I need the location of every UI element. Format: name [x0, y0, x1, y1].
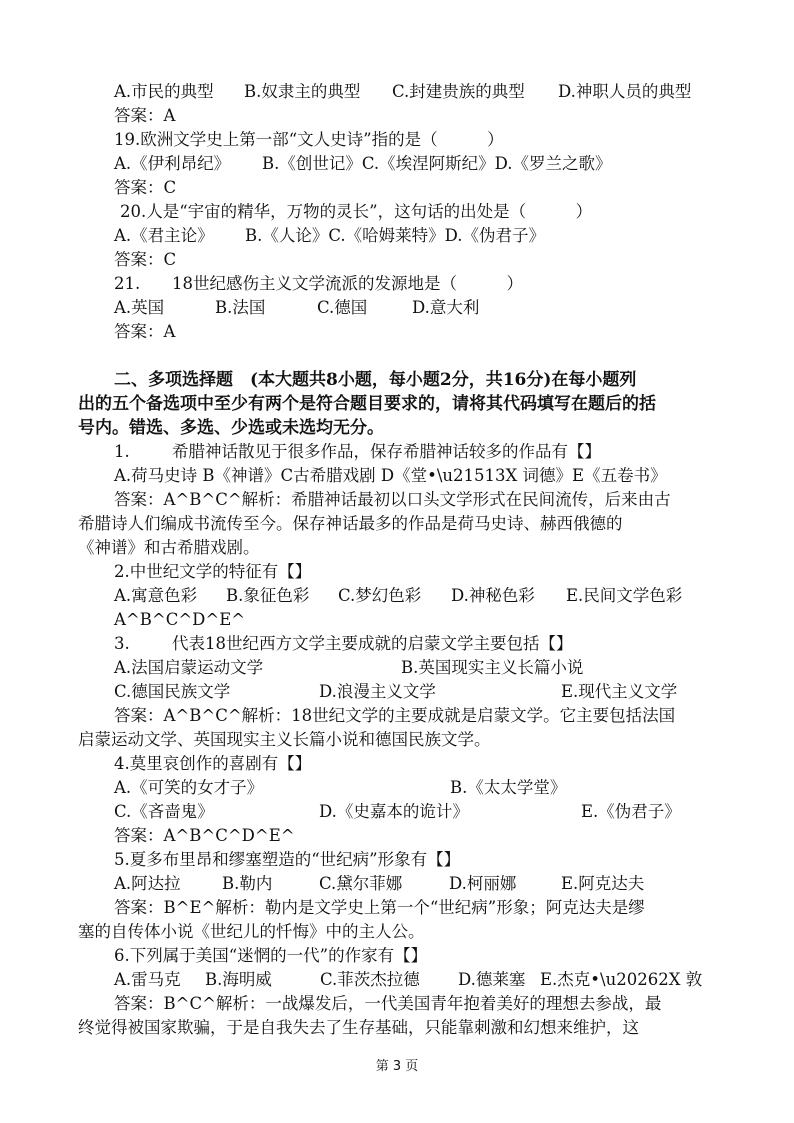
text-segment: 答案：A^B^C^D^E^ — [114, 826, 295, 845]
text-segment: D.神职人员的典型 — [558, 82, 692, 101]
text-segment: 答案：A — [114, 106, 176, 125]
text-segment: 答案：A — [114, 322, 176, 341]
text-line — [0, 823, 794, 849]
text-segment: 答案：C — [114, 250, 177, 269]
text-segment: 1. — [114, 442, 130, 461]
text-line — [0, 415, 794, 441]
text-segment: B.奴隶主的典型 — [244, 82, 361, 101]
text-segment: A.寓意色彩 — [114, 586, 198, 605]
text-segment: A.法国启蒙运动文学 — [114, 658, 264, 677]
text-segment: 希腊神话散见于很多作品，保存希腊神话较多的作品有【】 — [172, 442, 601, 461]
text-segment: B.法国 — [215, 298, 266, 317]
text-segment: 19.欧洲文学史上第一部“文人史诗”指的是（ ） — [114, 130, 504, 149]
text-line — [0, 367, 794, 393]
text-line — [0, 1015, 794, 1041]
text-segment: D.意大利 — [412, 298, 480, 317]
text-line — [0, 559, 794, 585]
text-line — [0, 487, 794, 513]
text-line — [0, 79, 794, 105]
text-segment: 答案：B^C^解析：一战爆发后，一代美国青年抱着美好的理想去参战，最 — [114, 994, 662, 1013]
text-segment: 希腊诗人们编成书流传至今。保存神话最多的作品是荷马史诗、赫西俄德的 — [78, 514, 623, 533]
text-segment: C.菲茨杰拉德 — [320, 970, 420, 989]
text-line — [0, 847, 794, 873]
text-segment: D.《史嘉本的诡计》 — [319, 802, 469, 821]
text-segment: D.德莱塞 — [458, 970, 526, 989]
text-line — [0, 391, 794, 417]
text-line — [0, 199, 794, 225]
text-line — [0, 223, 794, 249]
text-segment: D.柯丽娜 — [449, 874, 517, 893]
text-line — [0, 535, 794, 561]
text-segment: 出的五个备选项中至少有两个是符合题目要求的，请将其代码填写在题后的括 — [78, 394, 656, 414]
text-segment: A^B^C^D^E^ — [114, 610, 246, 629]
text-segment: 答案：A^B^C^解析：希腊神话最初以口头文学形式在民间流传，后来由古 — [114, 490, 671, 509]
text-segment: D.浪漫主义文学 — [319, 682, 436, 701]
text-segment: B.象征色彩 — [226, 586, 310, 605]
text-line — [0, 607, 794, 633]
text-line — [0, 271, 794, 297]
text-segment: E.杰克•\u20262X 敦 — [540, 970, 703, 989]
text-segment: A.《可笑的女才子》 — [114, 778, 264, 797]
text-segment: A.英国 — [114, 298, 165, 317]
text-line — [0, 943, 794, 969]
text-segment: C.德国民族文学 — [114, 682, 231, 701]
text-line — [0, 463, 794, 489]
text-line — [0, 151, 794, 177]
text-segment: 答案：C — [114, 178, 177, 197]
text-segment: A.《伊利昂纪》 — [114, 154, 231, 173]
text-line — [0, 703, 794, 729]
text-segment: 二、多项选择题 (本大题共8小题，每小题2分，共16分)在每小题列 — [114, 370, 637, 390]
text-line — [0, 919, 794, 945]
text-segment: 6.下列属于美国“迷惘的一代”的作家有【】 — [114, 946, 428, 965]
text-line — [0, 967, 794, 993]
text-segment: 18世纪感伤主义文学流派的发源地是（ ） — [172, 274, 523, 293]
text-line — [0, 799, 794, 825]
text-segment: B.海明威 — [205, 970, 272, 989]
text-segment: B.《创世记》C.《埃涅阿斯纪》D.《罗兰之歌》 — [262, 154, 612, 173]
text-line — [0, 511, 794, 537]
text-segment: C.黛尔菲娜 — [319, 874, 403, 893]
text-segment: A.市民的典型 — [114, 82, 214, 101]
text-line — [0, 175, 794, 201]
text-segment: A.雷马克 — [114, 970, 181, 989]
text-line — [0, 727, 794, 753]
text-line — [0, 631, 794, 657]
text-segment: B.《太太学堂》 — [450, 778, 567, 797]
text-line — [0, 895, 794, 921]
text-segment: 号内。错选、多选、少选或未选均无分。 — [78, 418, 384, 438]
text-segment: B.《人论》C.《哈姆莱特》D.《伪君子》 — [245, 226, 546, 245]
text-segment: 终觉得被国家欺骗，于是自我失去了生存基础，只能靠刺激和幻想来维护，这 — [78, 1018, 639, 1037]
text-line — [0, 439, 794, 465]
text-segment: A.阿达拉 — [114, 874, 181, 893]
text-segment: 塞的自传体小说《世纪儿的忏悔》中的主人公。 — [78, 922, 425, 941]
text-segment: E.《伪君子》 — [581, 802, 681, 821]
text-segment: C.梦幻色彩 — [338, 586, 422, 605]
text-line — [0, 655, 794, 681]
text-line — [0, 679, 794, 705]
text-segment: E.现代主义文学 — [561, 682, 678, 701]
text-segment: 《神谱》和古希腊戏剧。 — [78, 538, 260, 557]
text-segment: A.荷马史诗 B《神谱》C古希腊戏剧 D《堂•\u21513X 词德》E《五卷书》 — [114, 466, 667, 485]
text-segment: B.英国现实主义长篇小说 — [401, 658, 584, 677]
text-line — [0, 991, 794, 1017]
text-line — [0, 871, 794, 897]
text-segment: C.《吝啬鬼》 — [114, 802, 214, 821]
text-segment: D.神秘色彩 — [451, 586, 535, 605]
text-segment: 答案：B^E^解析：勒内是文学史上第一个“世纪病”形象；阿克达夫是缪 — [114, 898, 645, 917]
text-segment: 2.中世纪文学的特征有【】 — [114, 562, 312, 581]
text-segment: E.阿克达夫 — [561, 874, 645, 893]
text-line — [0, 295, 794, 321]
text-segment: C.德国 — [317, 298, 368, 317]
text-segment: 启蒙运动文学、英国现实主义长篇小说和德国民族文学。 — [78, 730, 491, 749]
text-line — [0, 775, 794, 801]
text-segment: E.民间文学色彩 — [566, 586, 683, 605]
text-segment: A.《君主论》 — [114, 226, 214, 245]
text-segment: C.封建贵族的典型 — [392, 82, 525, 101]
text-segment: 5.夏多布里昂和缪塞塑造的“世纪病”形象有【】 — [114, 850, 461, 869]
text-line — [0, 583, 794, 609]
text-segment: 21. — [114, 274, 141, 293]
text-line — [0, 103, 794, 129]
text-segment: 答案：A^B^C^解析：18世纪文学的主要成就是启蒙文学。它主要包括法国 — [114, 706, 676, 725]
text-segment: 20.人是“宇宙的精华，万物的灵长”，这句话的出处是（ ） — [120, 202, 593, 221]
text-segment: B.勒内 — [222, 874, 273, 893]
text-line — [0, 127, 794, 153]
text-line — [0, 247, 794, 273]
text-segment: 4.莫里哀创作的喜剧有【】 — [114, 754, 312, 773]
text-line — [0, 319, 794, 345]
page-number: 第 3 页 — [375, 1059, 419, 1074]
text-segment: 3. — [114, 634, 130, 653]
text-line — [0, 751, 794, 777]
text-segment: 代表18世纪西方文学主要成就的启蒙文学主要包括【】 — [172, 634, 573, 653]
